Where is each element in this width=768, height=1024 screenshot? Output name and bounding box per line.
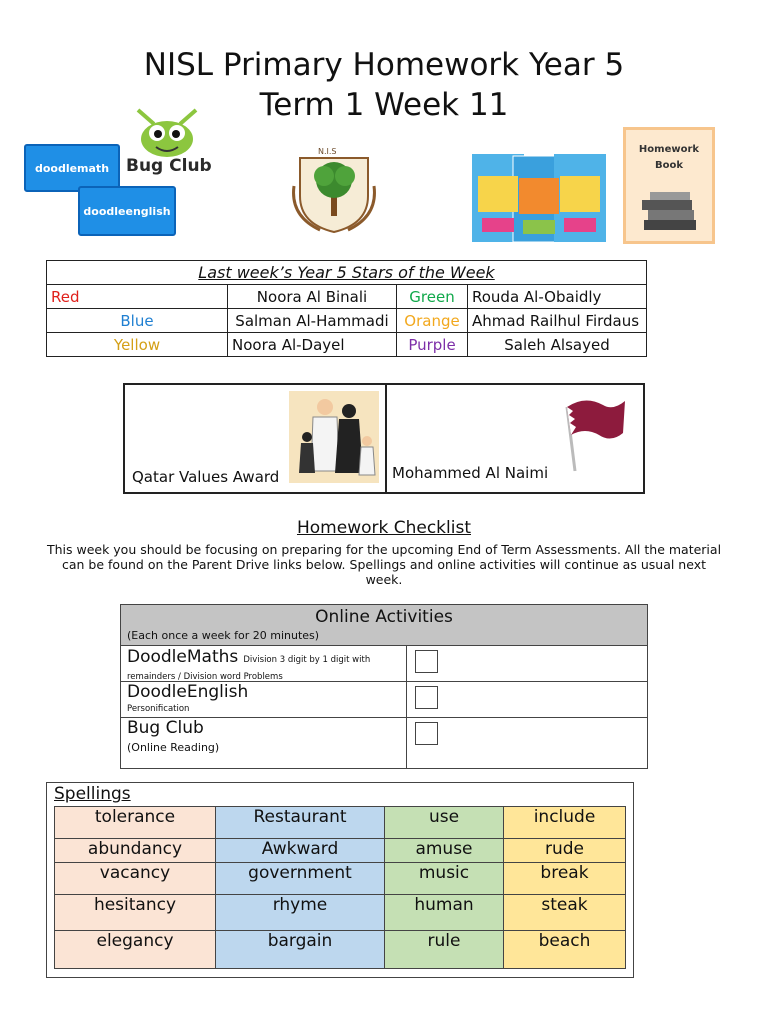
spelling-word: beach: [504, 931, 626, 969]
doodlemath-logo-text: doodlemath: [34, 161, 110, 175]
page-title-line1: NISL Primary Homework Year 5: [143, 47, 625, 83]
qatar-values-award-box: [123, 383, 645, 494]
spelling-word: amuse: [385, 839, 504, 863]
star-name: Rouda Al-Obaidly: [468, 285, 647, 309]
stars-row: [47, 285, 647, 309]
spelling-word: human: [385, 895, 504, 931]
family-illustration-icon: [289, 391, 379, 483]
doodleenglish-logo-text: doodleenglish: [83, 204, 171, 218]
qatar-flag-icon: [545, 389, 629, 475]
spelling-word: Restaurant: [216, 807, 385, 839]
house-purple: Purple: [397, 333, 468, 357]
star-name: Ahmad Railhul Firdaus: [468, 309, 647, 333]
spelling-word: hesitancy: [55, 895, 216, 931]
doodleenglish-checkbox[interactable]: [415, 686, 438, 709]
doodlemaths-checkbox[interactable]: [415, 650, 438, 673]
star-name: Noora Al Binali: [228, 285, 397, 309]
star-name: Salman Al-Hammadi: [228, 309, 397, 333]
star-name: Noora Al-Dayel: [228, 333, 397, 357]
spelling-word: include: [504, 807, 626, 839]
spelling-row: [55, 895, 626, 931]
spelling-word: elegancy: [55, 931, 216, 969]
activity-detail: Division 3 digit by 1 digit with remainders / Division word Problems: [127, 655, 371, 682]
spelling-word: vacancy: [55, 863, 216, 895]
bugclub-logo-text: Bug Club: [126, 156, 212, 176]
spellings-table: [54, 806, 626, 969]
spelling-row: [55, 863, 626, 895]
award-winner: Mohammed Al Naimi: [392, 464, 549, 482]
doodleenglish-logo: [78, 186, 176, 236]
spelling-word: rude: [504, 839, 626, 863]
bugclub-checkbox[interactable]: [415, 722, 438, 745]
activity-row-doodleenglish: [121, 681, 647, 718]
page-title-line2: Term 1 Week 11: [259, 87, 509, 123]
spellings-title: Spellings: [54, 784, 131, 804]
spelling-word: steak: [504, 895, 626, 931]
house-orange: Orange: [397, 309, 468, 333]
homework-book-label-1: Homework: [638, 144, 700, 155]
checklist-heading: Homework Checklist: [296, 518, 471, 538]
spelling-row: [55, 931, 626, 969]
bugclub-logo-icon: [124, 106, 210, 158]
spelling-word: rhyme: [216, 895, 385, 931]
house-yellow: Yellow: [47, 333, 228, 357]
award-divider: [385, 385, 387, 492]
spelling-row: [55, 807, 626, 839]
spelling-word: Awkward: [216, 839, 385, 863]
activity-row-doodlemaths: [121, 645, 647, 682]
online-activities-header: [121, 605, 647, 646]
spelling-row: [55, 839, 626, 863]
online-activities-title: Online Activities: [315, 607, 453, 627]
checklist-intro: This week you should be focusing on preparing for the upcoming End of Term Assessments. All the material can be found on the Parent Drive links below. Spellings and online activities will continue as usual next week.: [46, 542, 722, 587]
stars-table-heading: Last week’s Year 5 Stars of the Week: [47, 261, 647, 285]
maths-journal-books-icon: [472, 154, 606, 242]
spelling-word: abundancy: [55, 839, 216, 863]
online-activities-subtitle: (Each once a week for 20 minutes): [127, 629, 320, 642]
activity-text: [127, 646, 403, 683]
activity-name: DoodleEnglish: [127, 682, 249, 702]
stars-row: [47, 309, 647, 333]
online-activities-table: [120, 604, 648, 769]
spelling-word: music: [385, 863, 504, 895]
star-name: Saleh Alsayed: [468, 333, 647, 357]
book-stack-icon: [640, 190, 700, 234]
house-green: Green: [397, 285, 468, 309]
house-red: Red: [47, 285, 228, 309]
school-crest-text: N.I.S: [318, 147, 337, 156]
spelling-word: bargain: [216, 931, 385, 969]
spelling-word: government: [216, 863, 385, 895]
activity-name: DoodleMaths: [127, 647, 239, 667]
award-label: Qatar Values Award: [132, 468, 280, 486]
activity-name: Bug Club: [127, 718, 204, 738]
homework-book-label-2: Book: [654, 160, 683, 171]
school-crest-icon: [290, 146, 378, 234]
house-blue: Blue: [47, 309, 228, 333]
spelling-word: rule: [385, 931, 504, 969]
homework-book-logo: [623, 127, 715, 244]
spelling-word: tolerance: [55, 807, 216, 839]
activity-row-bugclub: [121, 717, 647, 769]
activity-detail: Personification: [127, 704, 190, 714]
stars-of-week-table: [46, 260, 647, 357]
stars-row: [47, 333, 647, 357]
doodlemath-logo: [24, 144, 120, 192]
stars-table-header-row: [47, 261, 647, 285]
spelling-word: break: [504, 863, 626, 895]
activity-detail: (Online Reading): [127, 741, 220, 754]
spelling-word: use: [385, 807, 504, 839]
